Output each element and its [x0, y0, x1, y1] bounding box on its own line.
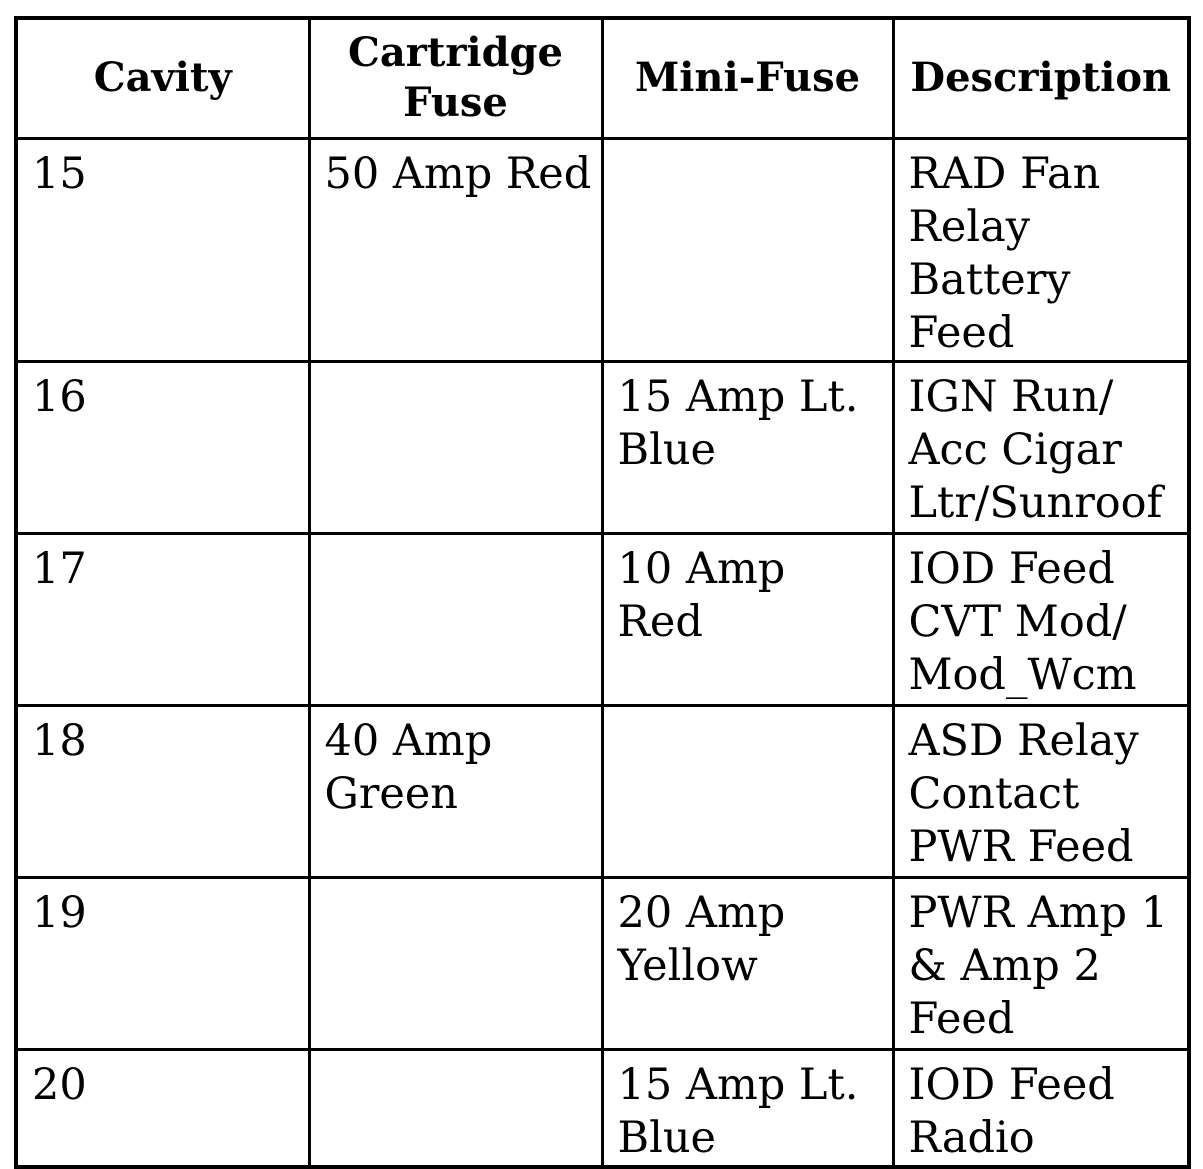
description-cell: PWR Amp 1 & Amp 2 Feed	[893, 877, 1189, 1049]
cavity-cell: 16	[16, 361, 309, 533]
cavity-cell: 15	[16, 138, 309, 361]
cavity-cell: 18	[16, 705, 309, 877]
description-cell: IOD Feed Radio	[893, 1049, 1189, 1167]
cartridge-fuse-cell	[309, 1049, 602, 1167]
description-cell: ASD Relay Contact PWR Feed	[893, 705, 1189, 877]
header-cartridge-fuse-line1: Cartridge	[348, 29, 563, 77]
header-mini-fuse: Mini-Fuse	[602, 18, 893, 138]
cartridge-fuse-cell: 40 Amp Green	[309, 705, 602, 877]
cartridge-fuse-cell	[309, 877, 602, 1049]
mini-fuse-cell: 15 Amp Lt. Blue	[602, 361, 893, 533]
table-row	[16, 877, 1189, 1049]
fuse-table	[14, 16, 1191, 1169]
header-cavity: Cavity	[16, 18, 309, 138]
header-cartridge-fuse-line2: Fuse	[403, 79, 508, 127]
cavity-cell: 17	[16, 533, 309, 705]
mini-fuse-cell	[602, 138, 893, 361]
table-row	[16, 361, 1189, 533]
header-cartridge-fuse	[309, 18, 602, 138]
mini-fuse-cell: 20 Amp Yellow	[602, 877, 893, 1049]
mini-fuse-cell	[602, 705, 893, 877]
description-cell: RAD Fan Relay Battery Feed	[893, 138, 1189, 361]
cartridge-fuse-cell: 50 Amp Red	[309, 138, 602, 361]
table-row	[16, 705, 1189, 877]
description-cell: IOD Feed CVT Mod/ Mod_Wcm	[893, 533, 1189, 705]
cavity-cell: 20	[16, 1049, 309, 1167]
table-row	[16, 533, 1189, 705]
cartridge-fuse-cell	[309, 361, 602, 533]
mini-fuse-cell: 10 Amp Red	[602, 533, 893, 705]
table-row	[16, 138, 1189, 361]
mini-fuse-cell: 15 Amp Lt. Blue	[602, 1049, 893, 1167]
header-description: Description	[893, 18, 1189, 138]
cavity-cell: 19	[16, 877, 309, 1049]
description-cell: IGN Run/ Acc Cigar Ltr/Sunroof	[893, 361, 1189, 533]
header-row	[16, 18, 1189, 138]
cartridge-fuse-cell	[309, 533, 602, 705]
table-row	[16, 1049, 1189, 1167]
